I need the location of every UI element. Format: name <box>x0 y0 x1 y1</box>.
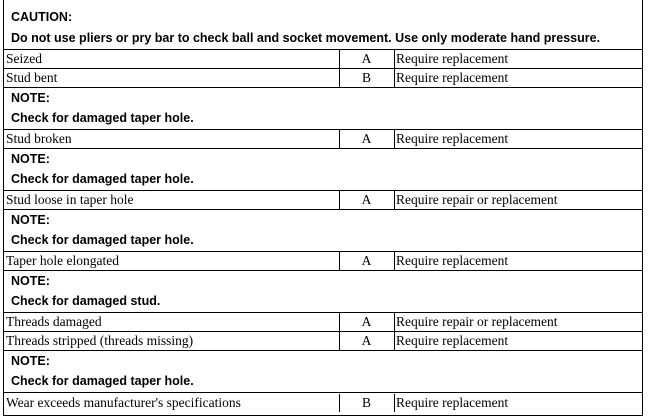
caution-title: CAUTION: <box>11 10 73 24</box>
condition-cell: Threads damaged <box>6 314 102 329</box>
condition-cell: Threads stripped (threads missing) <box>6 333 194 348</box>
code-cell: A <box>361 192 372 207</box>
condition-cell: Seized <box>6 51 42 66</box>
table-row <box>4 130 642 149</box>
action-cell: Require replacement <box>396 395 509 410</box>
note-text: Check for damaged taper hole. <box>11 172 194 186</box>
note-text: Check for damaged taper hole. <box>11 111 194 125</box>
code-cell: A <box>361 253 372 268</box>
note-text: Check for damaged taper hole. <box>11 233 194 247</box>
note-box <box>4 88 642 130</box>
column-divider <box>394 50 395 68</box>
table-row <box>4 394 642 413</box>
table-row <box>4 69 642 88</box>
note-title: NOTE: <box>11 354 50 368</box>
column-divider <box>394 394 395 412</box>
note-title: NOTE: <box>11 152 50 166</box>
table-row <box>4 50 642 69</box>
note-box <box>4 351 642 393</box>
code-cell: A <box>361 333 372 348</box>
code-cell: A <box>361 314 372 329</box>
note-title: NOTE: <box>11 274 50 288</box>
note-box <box>4 271 642 313</box>
table-row <box>4 252 642 271</box>
code-cell: B <box>361 70 371 85</box>
table-row <box>4 332 642 351</box>
note-text: Check for damaged taper hole. <box>11 374 194 388</box>
condition-cell: Stud bent <box>6 70 58 85</box>
condition-cell: Stud loose in taper hole <box>6 192 134 207</box>
code-cell: A <box>361 131 372 146</box>
column-divider <box>394 69 395 87</box>
code-cell: B <box>361 395 371 410</box>
note-box <box>4 149 642 191</box>
column-divider <box>394 252 395 270</box>
action-cell: Require replacement <box>396 131 509 146</box>
condition-cell: Stud broken <box>6 131 72 146</box>
column-divider <box>394 332 395 350</box>
inspection-table <box>3 0 643 416</box>
code-cell: A <box>361 51 372 66</box>
note-box <box>4 210 642 252</box>
table-row <box>4 313 642 332</box>
condition-cell: Taper hole elongated <box>6 253 120 268</box>
caution-box <box>4 0 642 50</box>
note-text: Check for damaged stud. <box>11 294 161 308</box>
action-cell: Require replacement <box>396 333 509 348</box>
condition-cell: Wear exceeds manufacturer's specifications <box>6 395 241 410</box>
caution-text: Do not use pliers or pry bar to check ball and socket movement. Use only moderate hand pressure. <box>11 31 601 45</box>
action-cell: Require replacement <box>396 253 509 268</box>
column-divider <box>394 130 395 148</box>
column-divider <box>394 313 395 331</box>
action-cell: Require replacement <box>396 51 509 66</box>
note-title: NOTE: <box>11 91 50 105</box>
table-row <box>4 191 642 210</box>
action-cell: Require repair or replacement <box>396 192 558 207</box>
action-cell: Require repair or replacement <box>396 314 558 329</box>
note-title: NOTE: <box>11 213 50 227</box>
action-cell: Require replacement <box>396 70 509 85</box>
column-divider <box>394 191 395 209</box>
